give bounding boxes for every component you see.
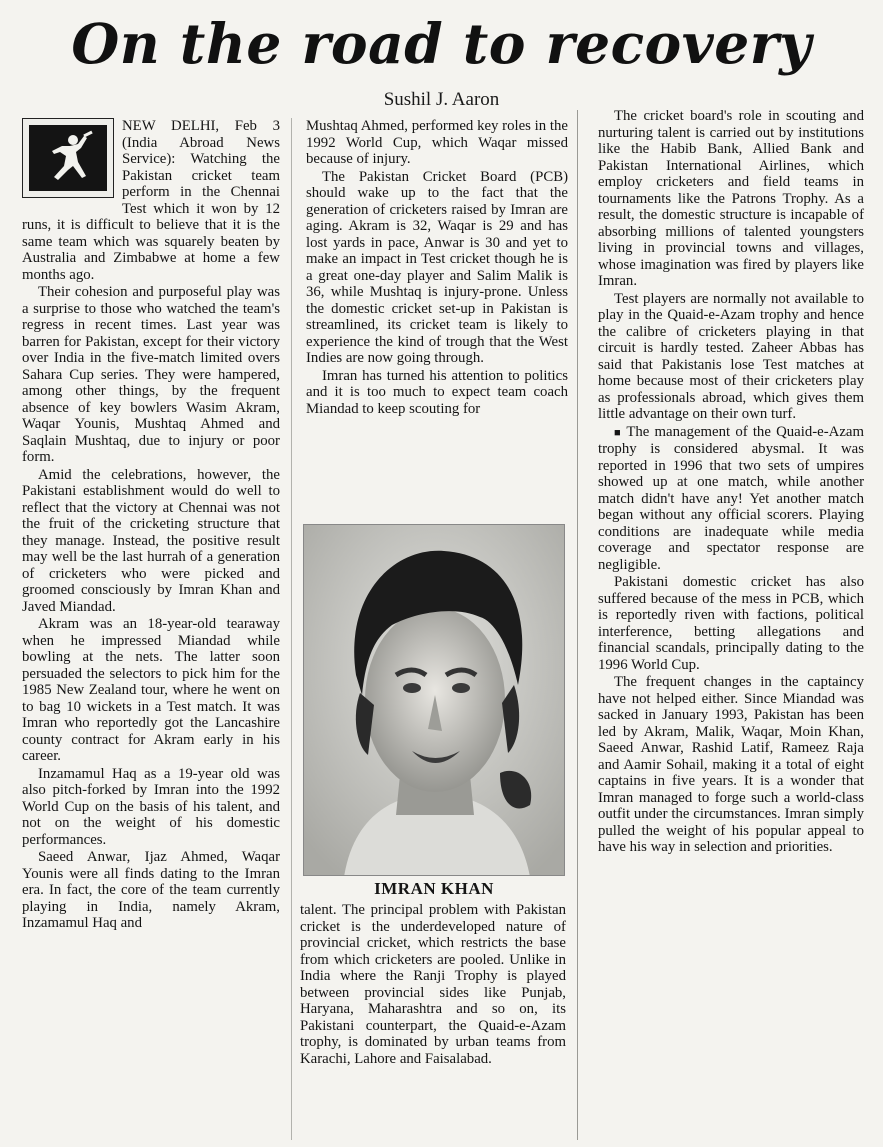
article-column-2 xyxy=(306,118,568,518)
bullet-icon: ■ xyxy=(614,426,627,439)
article-column-1 xyxy=(22,118,280,1138)
article-paragraph-text: The management of the Quaid-e-Azam trophy is considered abysmal. It was reported in 1996 that two sets of umpires showed up at one match, while another match didn't have any! Yet another match began without any official scorers. Playing conditions are inadequate while media coverage and spectator response are negligible. xyxy=(598,423,864,573)
article-paragraph: Saeed Anwar, Ijaz Ahmed, Waqar Younis were all finds dating to the Imran era. In fact, the core of the team currently playing in India, namely Akram, Inzamamul Haq and xyxy=(22,849,280,931)
article-paragraph: Pakistani domestic cricket has also suffered because of the mess in PCB, which is reportedly riven with factions, political interference, betting allegations and financial scandals, principally dating to the 1996 World Cup. xyxy=(598,574,864,673)
cricket-batsman-icon xyxy=(40,130,96,186)
article-paragraph: Amid the celebrations, however, the Pakistani establishment would do well to reflect that the victory at Chennai was not the fruit of the cricketing structure that they manage. Instead, the positive result may well be the last hurrah of a generation of cricketers who were picked and groomed consciously by Imran Khan and Javed Miandad. xyxy=(22,466,280,615)
photo-caption: IMRAN KHAN xyxy=(374,879,494,898)
section-logo xyxy=(22,118,114,198)
article-paragraph: Mushtaq Ahmed, performed key roles in the 1992 World Cup, which Waqar missed because of injury. xyxy=(306,118,568,167)
article-paragraph: talent. The principal problem with Pakistan cricket is the underdeveloped nature of provincial cricket, which restricts the base from which cricketers are pooled. Unlike in India where the Ranji Trophy is played between provincial sides like Punjab, Haryana, Maharashtra and so on, its Pakistani counterpart, the Quaid-e-Azam trophy, is dominated by urban teams from Karachi, Lahore and Faisalabad. xyxy=(300,902,566,1067)
article-paragraph: Inzamamul Haq as a 19-year old was also pitch-forked by Imran into the 1992 World Cup on the basis of his talent, and not on the weight of his domestic performances. xyxy=(22,765,280,848)
column-divider-right xyxy=(577,110,578,1140)
column-divider-left xyxy=(291,118,292,1140)
article-paragraph: The Pakistan Cricket Board (PCB) should wake up to the fact that the generation of cricketers raised by Imran are aging. Akram is 32, Waqar is 29 and has lost yards in pace, Anwar is 30 and yet to make an impact in Test cricket though he is a great one-day player and Salim Malik is 36, while Mushtaq is injury-prone. Unless the domestic cricket set-up in Pakistan is streamlined, its cricket team is likely to experience the kind of trough that the West Indies are now going through. xyxy=(306,168,568,366)
portrait-image xyxy=(304,525,565,876)
portrait-photo xyxy=(303,524,565,876)
article-paragraph: Akram was an 18-year-old tearaway when he impressed Miandad while bowling at the nets. The latter soon persuaded the selectors to pick him for the 1985 New Zealand tour, where he went on to bag 10 wickets in a Test match. It was Imran who reportedly got the Lancashire county contract for Akram early in his career. xyxy=(22,616,280,764)
article-paragraph: The cricket board's role in scouting and nurturing talent is carried out by institutions like the Habib Bank, Allied Bank and Pakistan International Airlines, which employ cricketers and field teams in tournaments like the Patrons Trophy. As a result, the domestic structure is incapable of absorbing millions of talented youngsters living in provincial towns and villages, whose imagination was fired by players like Imran. xyxy=(598,108,864,289)
article-paragraph: Imran has turned his attention to politics and it is too much to expect team coach Miandad to keep scouting for xyxy=(306,367,568,417)
article-paragraph: Their cohesion and purposeful play was a surprise to those who watched the team's regress in recent times. Last year was barren for Pakistan, except for their victory over India in the five-match limited overs Sahara Cup series. They were hampered, among other things, by the frequent absence of key bowlers Wasim Akram, Waqar Younis, Mushtaq Ahmed and Saqlain Mushtaq, due to injury or poor form. xyxy=(22,284,280,465)
article-column-3 xyxy=(598,108,864,1138)
dateline-paragraph: NEW DELHI, Feb 3 (India Abroad News Service): Watching the Pakistan cricket team perform in the Chennai Test which it won by 12 runs, it is difficult to believe that it is the same team which was squarely beaten by Australia and Zimbabwe at home a few months ago. xyxy=(22,118,280,283)
article-paragraph: Test players are normally not available to play in the Quaid-e-Azam trophy and hence the calibre of cricketers playing in that circuit is hardly tested. Zaheer Abbas has said that Pakistanis lose Test matches at home because most of their cricketers play as professionals abroad, which gives them little advantage on their own turf. xyxy=(598,290,864,422)
article-paragraph xyxy=(598,424,864,574)
article-column-2-continued xyxy=(300,902,566,1142)
article-paragraph: The frequent changes in the captaincy have not helped either. Since Miandad was sacked in January 1993, Pakistan has been led by Akram, Malik, Waqar, Moin Khan, Saeed Anwar, Rashid Latif, Rameez Raja and Aamir Sohail, making it a total of eight captains in five years. It is a wonder that Imran managed to forge such a world-class outfit under the circumstances. Imran simply pulled the weight of his popular appeal to have his way in selection and priorities. xyxy=(598,674,864,855)
headline: On the road to recovery xyxy=(71,11,812,76)
byline: Sushil J. Aaron xyxy=(383,89,500,110)
